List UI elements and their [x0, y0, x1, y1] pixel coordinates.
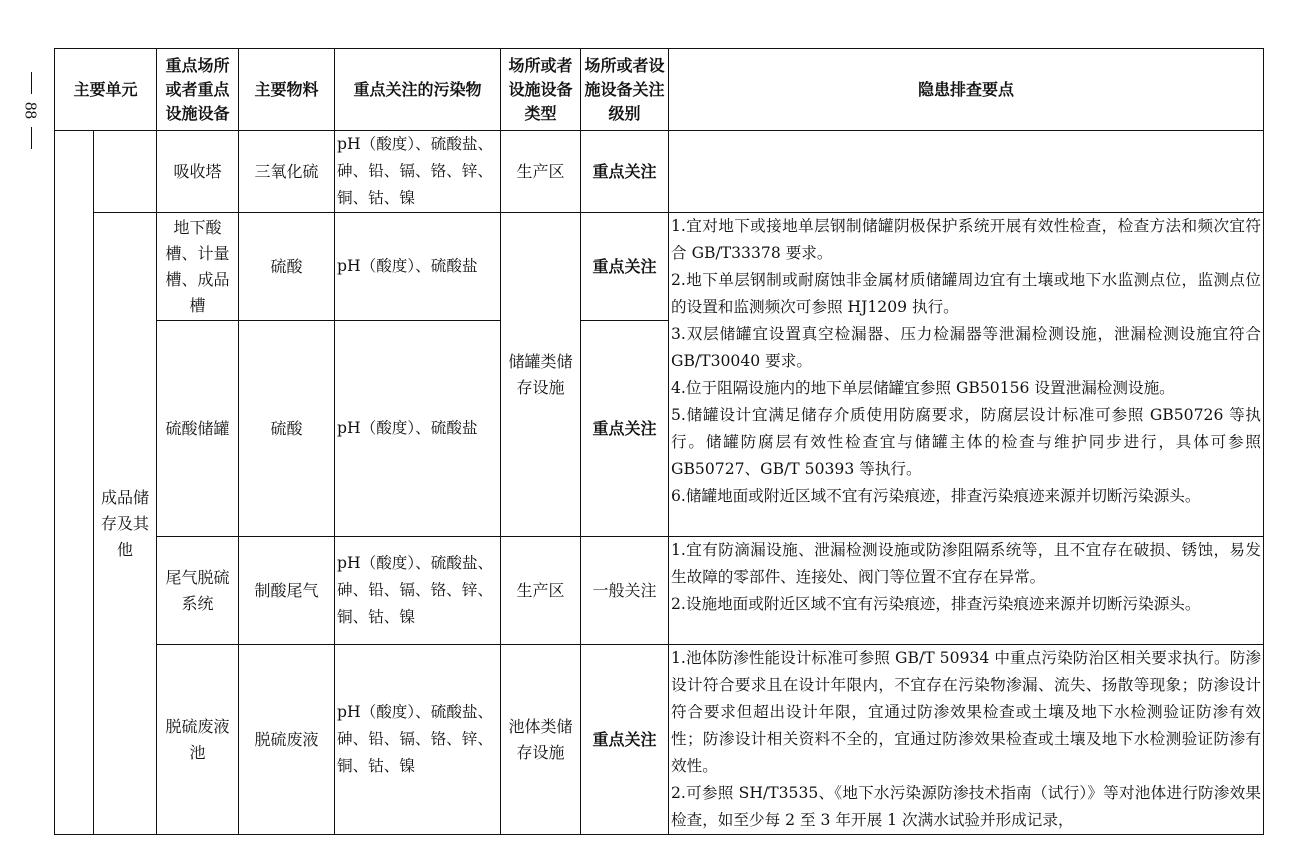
type-cell: 池体类储存设施 [501, 645, 581, 835]
page-number-rule-bottom [31, 127, 32, 149]
site-cell: 尾气脱硫系统 [157, 537, 239, 645]
material-cell: 三氧化硫 [239, 131, 335, 213]
header-main-unit: 主要单元 [55, 49, 157, 131]
main-unit-cell [55, 131, 94, 835]
type-cell: 生产区 [501, 537, 581, 645]
site-cell: 硫酸储罐 [157, 321, 239, 537]
material-cell: 硫酸 [239, 321, 335, 537]
level-cell: 重点关注 [581, 131, 669, 213]
tank-points-cell: 1.宜对地下或接地单层钢制储罐阴极保护系统开展有效性检查，检查方法和频次宜符合 GB/T33378 要求。 2.地下单层钢制或耐腐蚀非金属材质储罐周边宜有土壤或地下水监测点位，监测点位的设置和监测频次可参照 HJ1209 执行。 3.双层储罐宜设置真空检漏器、压力检漏器等泄漏检测设施，泄漏检测设施宜符合 GB/T30040 要求。 4.位于阻隔设施内的地下单层储罐宜参照 GB50156 设置泄漏检测设施。 5.储罐设计宜满足储存介质使用防腐要求，防腐层设计标准可参照 GB50726 等执行。储罐防腐层有效性检查宜与储罐主体的检查与维护同步进行，具体可参照 GB50727、GB/T 50393 等执行。 6.储罐地面或附近区域不宜有污染痕迹，排查污染痕迹来源并切断污染源头。 [669, 213, 1264, 537]
points-cell [669, 131, 1264, 213]
site-cell: 地下酸槽、计量槽、成品槽 [157, 213, 239, 321]
tail-gas-points-cell: 1.宜有防滴漏设施、泄漏检测设施或防渗阻隔系统等，且不宜存在破损、锈蚀，易发生故障的零部件、连接处、阀门等位置不宜存在异常。 2.设施地面或附近区域不宜有污染痕迹，排查污染痕迹来源并切断污染源头。 [669, 537, 1264, 645]
header-site-type: 场所或者设施设备类型 [501, 49, 581, 131]
table-row [55, 131, 1264, 213]
level-cell: 重点关注 [581, 645, 669, 835]
material-cell: 制酸尾气 [239, 537, 335, 645]
page-number-text: 88 [21, 102, 41, 119]
inspection-table [54, 48, 1264, 835]
pollutant-cell: pH（酸度）、硫酸盐、砷、铅、镉、铬、锌、铜、钴、镍 [335, 131, 501, 213]
table-row [55, 645, 1264, 835]
unit-group-cell-empty [94, 131, 157, 213]
pollutant-cell: pH（酸度）、硫酸盐、砷、铅、镉、铬、锌、铜、钴、镍 [335, 645, 501, 835]
header-attention-level: 场所或者设施设备关注级别 [581, 49, 669, 131]
header-inspection-points: 隐患排查要点 [669, 49, 1264, 131]
type-cell: 储罐类储存设施 [501, 213, 581, 537]
pollutant-cell: pH（酸度）、硫酸盐 [335, 213, 501, 321]
site-cell: 脱硫废液池 [157, 645, 239, 835]
pool-points-cell: 1.池体防渗性能设计标准可参照 GB/T 50934 中重点污染防治区相关要求执行。防渗设计符合要求且在设计年限内，不宜存在污染物渗漏、流失、扬散等现象；防渗设计符合要求但超出设计年限，宜通过防渗效果检查或土壤及地下水检测验证防渗有效性；防渗设计相关资料不全的，宜通过防渗效果检查或土壤及地下水检测验证防渗有效性。 2.可参照 SH/T3535、《地下水污染源防渗技术指南（试行）》等对池体进行防渗效果检查，如至少每 2 至 3 年开展 1 次满水试验并形成记录， [669, 645, 1264, 835]
type-cell: 生产区 [501, 131, 581, 213]
site-cell: 吸收塔 [157, 131, 239, 213]
pollutant-cell: pH（酸度）、硫酸盐 [335, 321, 501, 537]
page-number-rule-top [31, 72, 32, 94]
unit-group-cell: 成品储存及其他 [94, 213, 157, 835]
page-number [18, 72, 44, 149]
header-row [55, 49, 1264, 131]
material-cell: 硫酸 [239, 213, 335, 321]
pollutant-cell: pH（酸度）、硫酸盐、砷、铅、镉、铬、锌、铜、钴、镍 [335, 537, 501, 645]
level-cell: 重点关注 [581, 321, 669, 537]
level-cell: 一般关注 [581, 537, 669, 645]
header-pollutant: 重点关注的污染物 [335, 49, 501, 131]
level-cell: 重点关注 [581, 213, 669, 321]
table-row [55, 537, 1264, 645]
header-main-material: 主要物料 [239, 49, 335, 131]
header-key-site: 重点场所或者重点设施设备 [157, 49, 239, 131]
table-row [55, 213, 1264, 321]
material-cell: 脱硫废液 [239, 645, 335, 835]
